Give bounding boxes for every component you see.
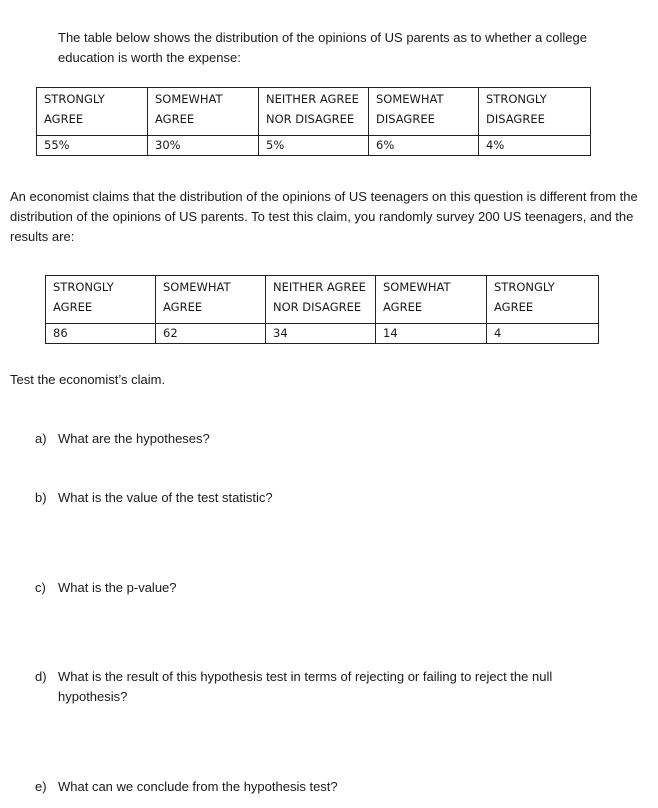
table-header-cell: SOMEWHAT AGREE xyxy=(156,276,266,324)
question-text: What is the result of this hypothesis test in terms of rejecting or failing to reject the null hypothesis? xyxy=(58,669,553,704)
question-text: What are the hypotheses? xyxy=(58,431,210,446)
question-c xyxy=(35,578,615,598)
teens-table-value-row xyxy=(46,324,599,344)
table-value-cell: 30% xyxy=(148,136,259,156)
question-text: What is the p-value? xyxy=(58,580,177,595)
table-header-cell: NEITHER AGREE NOR DISAGREE xyxy=(259,88,369,136)
question-label: c) xyxy=(35,580,46,595)
table-header-cell: STRONGLY AGREE xyxy=(487,276,599,324)
table-value-cell: 62 xyxy=(156,324,266,344)
test-claim-instruction: Test the economist’s claim. xyxy=(10,372,166,387)
intro-teens-paragraph: An economist claims that the distribution of the opinions of US teenagers on this question is different from the distribution of the opinions of US parents. To test this claim, you randomly survey 200 US teenagers, and the results are: xyxy=(10,189,638,244)
question-label: a) xyxy=(35,431,47,446)
question-a xyxy=(35,429,615,449)
table-header-cell: STRONGLY DISAGREE xyxy=(479,88,591,136)
table-header-cell: STRONGLY AGREE xyxy=(37,88,148,136)
table-header-cell: SOMEWHAT DISAGREE xyxy=(369,88,479,136)
table-header-cell: SOMEWHAT AGREE xyxy=(148,88,259,136)
parents-opinion-table xyxy=(36,87,591,156)
question-e xyxy=(35,777,615,797)
question-text: What can we conclude from the hypothesis test? xyxy=(58,779,338,794)
table-header-cell: STRONGLY AGREE xyxy=(46,276,156,324)
question-label: d) xyxy=(35,669,47,684)
question-label: b) xyxy=(35,490,47,505)
intro-parents-paragraph: The table below shows the distribution of the opinions of US parents as to whether a college education is worth the expense: xyxy=(58,30,587,65)
parents-table-value-row xyxy=(37,136,591,156)
table-header-cell: NEITHER AGREE NOR DISAGREE xyxy=(266,276,376,324)
table-value-cell: 6% xyxy=(369,136,479,156)
table-value-cell: 5% xyxy=(259,136,369,156)
table-value-cell: 4% xyxy=(479,136,591,156)
table-value-cell: 14 xyxy=(376,324,487,344)
table-value-cell: 4 xyxy=(487,324,599,344)
teens-survey-table xyxy=(45,275,599,344)
teens-table-header-row xyxy=(46,276,599,324)
question-b xyxy=(35,488,615,508)
question-text: What is the value of the test statistic? xyxy=(58,490,273,505)
table-header-cell: SOMEWHAT AGREE xyxy=(376,276,487,324)
question-label: e) xyxy=(35,779,47,794)
question-d xyxy=(35,667,615,707)
table-value-cell: 55% xyxy=(37,136,148,156)
parents-table-header-row xyxy=(37,88,591,136)
table-value-cell: 34 xyxy=(266,324,376,344)
table-value-cell: 86 xyxy=(46,324,156,344)
